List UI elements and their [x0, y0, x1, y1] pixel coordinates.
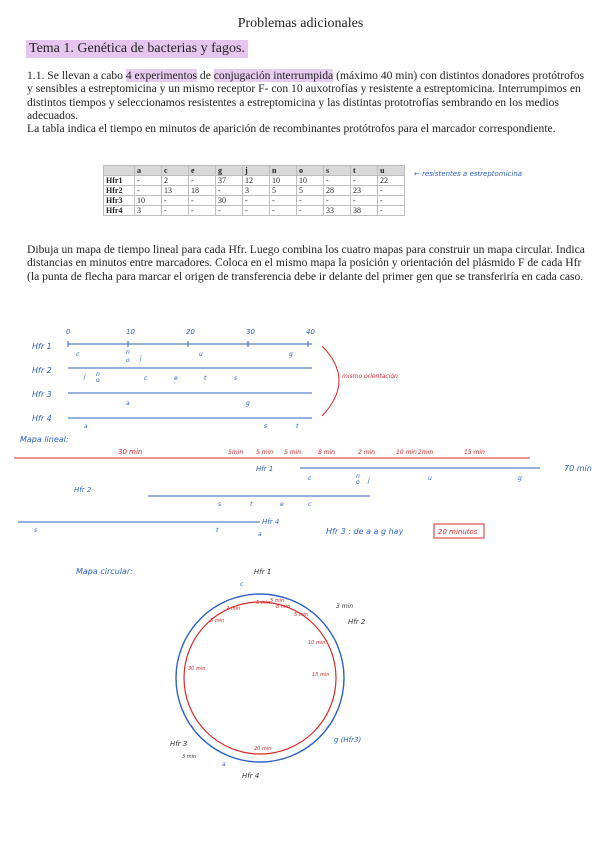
table-cell: 37	[216, 176, 243, 186]
circle-g-note: g (Hfr3)	[334, 736, 362, 744]
hfr2-marker: s	[234, 375, 238, 382]
table-cell: -	[189, 196, 216, 206]
table-cell: -	[189, 176, 216, 186]
table-header: j	[243, 166, 270, 176]
table-cell: 10	[270, 176, 297, 186]
table-cell: 18	[189, 186, 216, 196]
table-header: a	[135, 166, 162, 176]
hfr2-marker: o	[96, 377, 100, 384]
table-cell: Hfr2	[104, 186, 135, 196]
hfr4-label: Hfr 4	[32, 414, 52, 423]
problem-text-end: (máximo 40 min) con distintos donadores protótrofos y sensibles a estreptomicina y un mismo receptor F- con 10 auxotrofías y resistente a estreptomicina. Interrumpimos en distintos tiempos y seleccionamos resistentes a estreptomicina y las distintas prototrofías sembrando en los medios adecuados.	[27, 69, 585, 122]
linear-hfr1-label: Hfr 1	[256, 465, 274, 473]
linear-segment: 5min	[228, 449, 244, 456]
circular-map-sketch	[0, 560, 601, 848]
table-row	[104, 186, 405, 196]
linear-segment: 2min	[418, 449, 434, 456]
circle-hfr2-label: Hfr 2	[348, 618, 366, 626]
table-cell: -	[135, 176, 162, 186]
hfr1-marker: j	[140, 355, 142, 362]
linear-hfr4-label: Hfr 4	[262, 518, 280, 526]
circle-seg-20min: 20 min	[254, 746, 272, 752]
circle-seg-8min: 8 min	[276, 604, 291, 610]
table-cell: 13	[162, 186, 189, 196]
table-cell: -	[189, 206, 216, 216]
linear-segment: 10 min	[396, 449, 417, 456]
circle-hfr4-a: a	[222, 761, 226, 768]
circle-seg-5min-top: 5 min	[256, 600, 271, 606]
linear-marker: u	[428, 475, 432, 482]
table-cell: 2	[162, 176, 189, 186]
circle-hfr1-label: Hfr 1	[254, 568, 272, 576]
table-cell: 5	[297, 186, 324, 196]
table-cell: -	[135, 186, 162, 196]
linear-total: 70 min	[564, 464, 592, 473]
table-cell: 30	[216, 196, 243, 206]
highlight-experiments: 4 experimentos	[125, 69, 197, 82]
linear-map-title: Mapa lineal:	[20, 435, 69, 444]
linear-hfr2-label: Hfr 2	[74, 486, 92, 494]
table-row	[104, 206, 405, 216]
circle-top-c: c	[240, 581, 244, 588]
table-cell: Hfr1	[104, 176, 135, 186]
linear-segment: 5 min	[256, 449, 274, 456]
circle-seg-10min: 10 min	[308, 640, 326, 646]
circle-hfr3-label: Hfr 3	[170, 740, 188, 748]
table-cell: 12	[243, 176, 270, 186]
table-cell: -	[351, 176, 378, 186]
instructions-paragraph: Dibuja un mapa de tiempo lineal para cada Hfr. Luego combina los cuatro mapas para construir un mapa circular. Indica distancias en minutos entre marcadores. Coloca en el mismo mapa la posición y orientación del plásmido F de cada Hfr (la punta de flecha para marcar el origen de transferencia debe ir delante del primer gen que se transferiría en cada caso.	[27, 243, 585, 283]
linear-segment: 15 min	[464, 449, 485, 456]
hfr3-marker: a	[126, 400, 130, 407]
hfr2-marker: e	[174, 375, 178, 382]
table-cell: Hfr3	[104, 196, 135, 206]
table-header-row	[104, 166, 405, 176]
hfr4-line-marker: a	[258, 531, 262, 538]
hfr2-line-marker: s	[218, 501, 222, 508]
linear-maps-sketch	[0, 320, 601, 550]
linear-marker: n	[356, 473, 360, 480]
highlight-conjugation: conjugación interrumpida	[213, 69, 334, 82]
axis-label: 40	[306, 328, 315, 336]
problem-table-desc: La tabla indica el tiempo en minutos de aparición de recombinantes protótrofos para el marcador correspondiente.	[27, 122, 556, 136]
hfr2-marker: t	[204, 375, 207, 382]
hfr2-marker: n	[96, 371, 100, 378]
hfr4-marker: s	[264, 423, 268, 430]
axis-label: 30	[246, 328, 255, 336]
hfr3-box-text: 20 minutos	[438, 528, 478, 536]
table-header: e	[189, 166, 216, 176]
orientation-bracket	[322, 346, 339, 416]
problem-text-start: 1.1. Se llevan a cabo	[27, 69, 126, 82]
hfr2-marker: j	[84, 373, 86, 380]
table-cell: -	[297, 196, 324, 206]
document-title: Problemas adicionales	[237, 16, 364, 31]
table-row	[104, 176, 405, 186]
circle-top-3min: 3 min	[336, 603, 354, 610]
data-table-wrap	[103, 165, 405, 216]
table-cell: -	[270, 206, 297, 216]
table-cell: 10	[135, 196, 162, 206]
table-cell: 23	[351, 186, 378, 196]
table-cell: 33	[324, 206, 351, 216]
table-header: t	[351, 166, 378, 176]
hfr1-marker: o	[126, 357, 130, 364]
hfr3-label: Hfr 3	[32, 390, 52, 399]
hfr1-marker: c	[76, 351, 80, 358]
hfr3-marker: g	[246, 400, 250, 407]
circle-inner	[184, 602, 336, 754]
problem-text-mid: de	[197, 69, 214, 82]
table-header: u	[378, 166, 405, 176]
axis-label: 20	[186, 328, 195, 336]
circular-map-title: Mapa circular:	[76, 567, 133, 576]
hfr2-line-marker: t	[250, 501, 253, 508]
circle-hfr4-label: Hfr 4	[242, 772, 260, 780]
linear-marker: g	[518, 475, 522, 482]
linear-segment: 30 min	[118, 448, 143, 456]
hfr1-label: Hfr 1	[32, 342, 52, 351]
table-header: c	[162, 166, 189, 176]
table-cell: -	[324, 176, 351, 186]
table-cell: -	[162, 196, 189, 206]
table-cell: 10	[297, 176, 324, 186]
table-cell: -	[270, 196, 297, 206]
table-cell: 3	[135, 206, 162, 216]
circle-hfr3-time: 3 min	[182, 754, 197, 760]
table-header: n	[270, 166, 297, 176]
table-cell: 3	[243, 186, 270, 196]
circle-seg-5min-left: 5 min	[210, 618, 225, 624]
table-cell: 5	[270, 186, 297, 196]
linear-segment: 5 min	[284, 449, 302, 456]
hfr1-marker: n	[126, 349, 130, 356]
hfr4-line-marker: t	[216, 527, 219, 534]
table-cell: -	[378, 206, 405, 216]
hfr2-marker: c	[144, 375, 148, 382]
bracket-note: mismo orientación	[342, 373, 398, 380]
axis-label: 0	[66, 328, 71, 336]
table-cell: -	[216, 206, 243, 216]
circle-seg-30min: 30 min	[188, 666, 206, 672]
hfr4-marker: t	[296, 423, 299, 430]
table-header	[104, 166, 135, 176]
hfr4-line-marker: s	[34, 527, 38, 534]
circle-outer	[176, 594, 344, 762]
table-cell: 28	[324, 186, 351, 196]
table-cell: -	[243, 196, 270, 206]
table-cell: -	[351, 196, 378, 206]
hfr2-label: Hfr 2	[32, 366, 52, 375]
hfr2-line-marker: c	[308, 501, 312, 508]
circle-seg-2min: 2 min	[226, 606, 241, 612]
table-cell: -	[216, 186, 243, 196]
hfr2-line-marker: e	[280, 501, 284, 508]
table-cell: 22	[378, 176, 405, 186]
hfr4-marker: a	[84, 423, 88, 430]
table-header: o	[297, 166, 324, 176]
table-cell: 38	[351, 206, 378, 216]
recombinant-table	[103, 165, 405, 216]
problem-statement	[27, 69, 592, 135]
hfr1-marker: u	[199, 351, 203, 358]
topic-heading: Tema 1. Genética de bacterias y fagos.	[26, 40, 248, 58]
hfr1-marker: g	[289, 351, 293, 358]
table-cell: -	[162, 206, 189, 216]
circle-seg-5min-a: 5 min	[294, 612, 309, 618]
table-row	[104, 196, 405, 206]
linear-segment: 2 min	[358, 449, 376, 456]
linear-marker: c	[308, 475, 312, 482]
circle-seg-15min: 15 min	[312, 672, 330, 678]
linear-marker: j	[368, 477, 370, 484]
table-header: s	[324, 166, 351, 176]
table-cell: -	[378, 196, 405, 206]
axis-label: 10	[126, 328, 135, 336]
resistance-annotation: ← resistentes a estreptomicina	[414, 170, 523, 178]
table-cell: Hfr4	[104, 206, 135, 216]
hfr3-note: Hfr 3 : de a a g hay	[326, 527, 404, 536]
table-cell: -	[378, 186, 405, 196]
linear-segment: 8 min	[318, 449, 336, 456]
table-cell: -	[297, 206, 324, 216]
circle-seg-5min-b: 5 min	[270, 598, 285, 604]
table-cell: -	[324, 196, 351, 206]
linear-marker: o	[356, 479, 360, 486]
table-cell: -	[243, 206, 270, 216]
table-header: g	[216, 166, 243, 176]
